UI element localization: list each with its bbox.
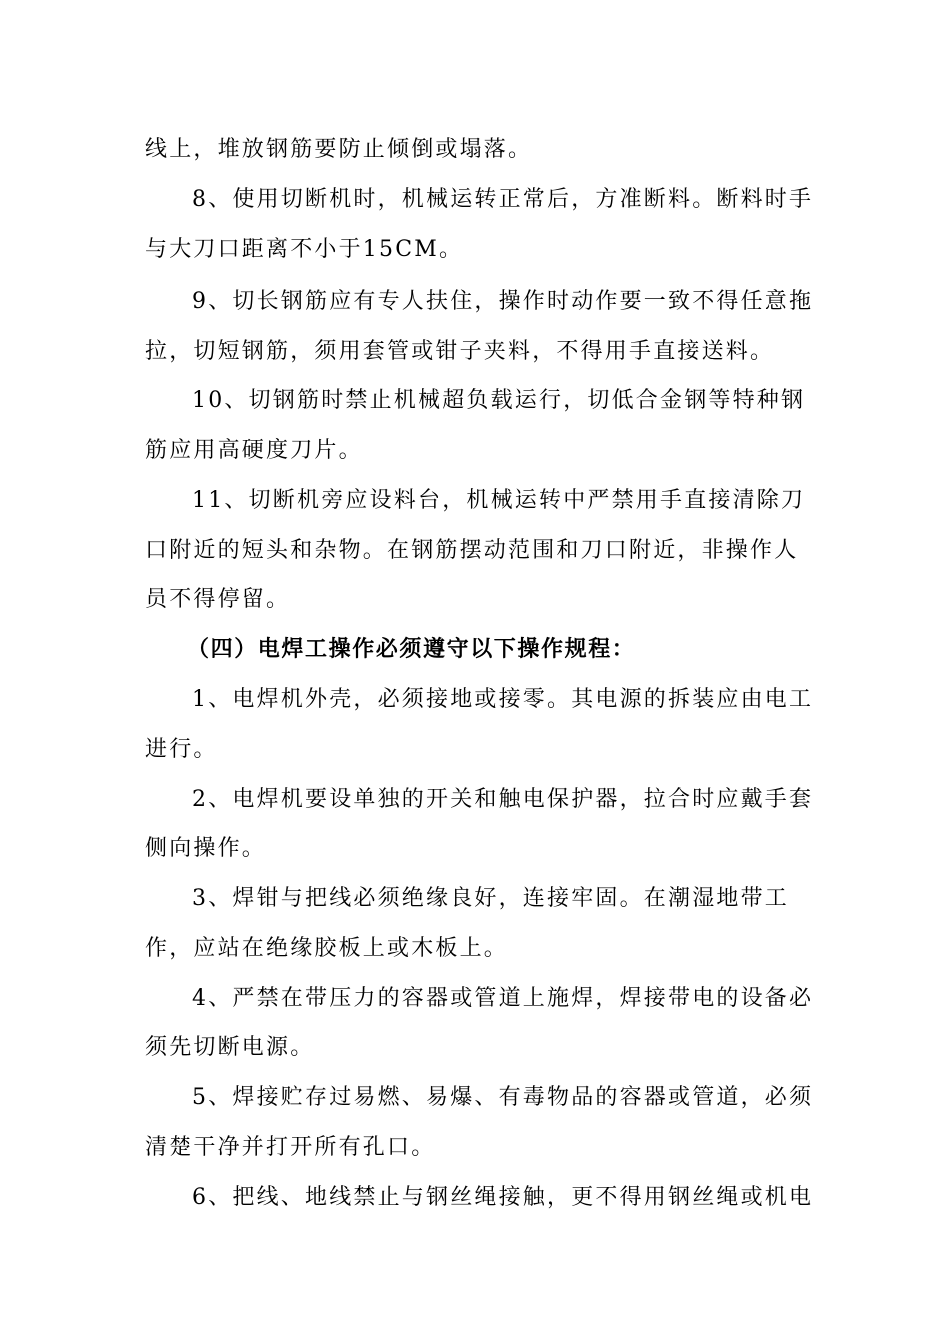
paragraph-line: 11、切断机旁应设料台，机械运转中严禁用手直接清除刀 [192,488,806,513]
paragraph-line: 拉，切短钢筋，须用套管或钳子夹料，不得用手直接送料。 [145,339,775,364]
paragraph-line: 线上，堆放钢筋要防止倾倒或塌落。 [145,137,533,162]
paragraph-line: 筋应用高硬度刀片。 [145,438,363,463]
paragraph-line: 4、严禁在带压力的容器或管道上施焊，焊接带电的设备必 [192,986,814,1011]
section-heading: （四）电焊工操作必须遵守以下操作规程： [187,637,636,662]
paragraph-line: 1、电焊机外壳，必须接地或接零。其电源的拆装应由电工 [192,687,814,712]
paragraph-line: 进行。 [145,737,218,762]
paragraph-line: 清楚干净并打开所有孔口。 [145,1135,436,1160]
paragraph-line: 6、把线、地线禁止与钢丝绳接触，更不得用钢丝绳或机电 [192,1185,814,1210]
paragraph-line: 须先切断电源。 [145,1035,315,1060]
paragraph-line: 侧向操作。 [145,836,267,861]
paragraph-line: 5、焊接贮存过易燃、易爆、有毒物品的容器或管道，必须 [192,1085,814,1110]
paragraph-line: 10、切钢筋时禁止机械超负载运行，切低合金钢等特种钢 [192,388,806,413]
paragraph-line: 2、电焊机要设单独的开关和触电保护器，拉合时应戴手套 [192,787,814,812]
paragraph-line: 口附近的短头和杂物。在钢筋摆动范围和刀口附近，非操作人 [145,538,799,563]
paragraph-line: 与大刀口距离不小于15CM。 [145,237,464,262]
paragraph-line: 8、使用切断机时，机械运转正常后，方准断料。断料时手 [192,187,814,212]
paragraph-line: 9、切长钢筋应有专人扶住，操作时动作要一致不得任意拖 [192,289,814,314]
paragraph-line: 员不得停留。 [145,587,291,612]
paragraph-line: 作，应站在绝缘胶板上或木板上。 [145,936,509,961]
paragraph-line: 3、焊钳与把线必须绝缘良好，连接牢固。在潮湿地带工 [192,886,789,911]
